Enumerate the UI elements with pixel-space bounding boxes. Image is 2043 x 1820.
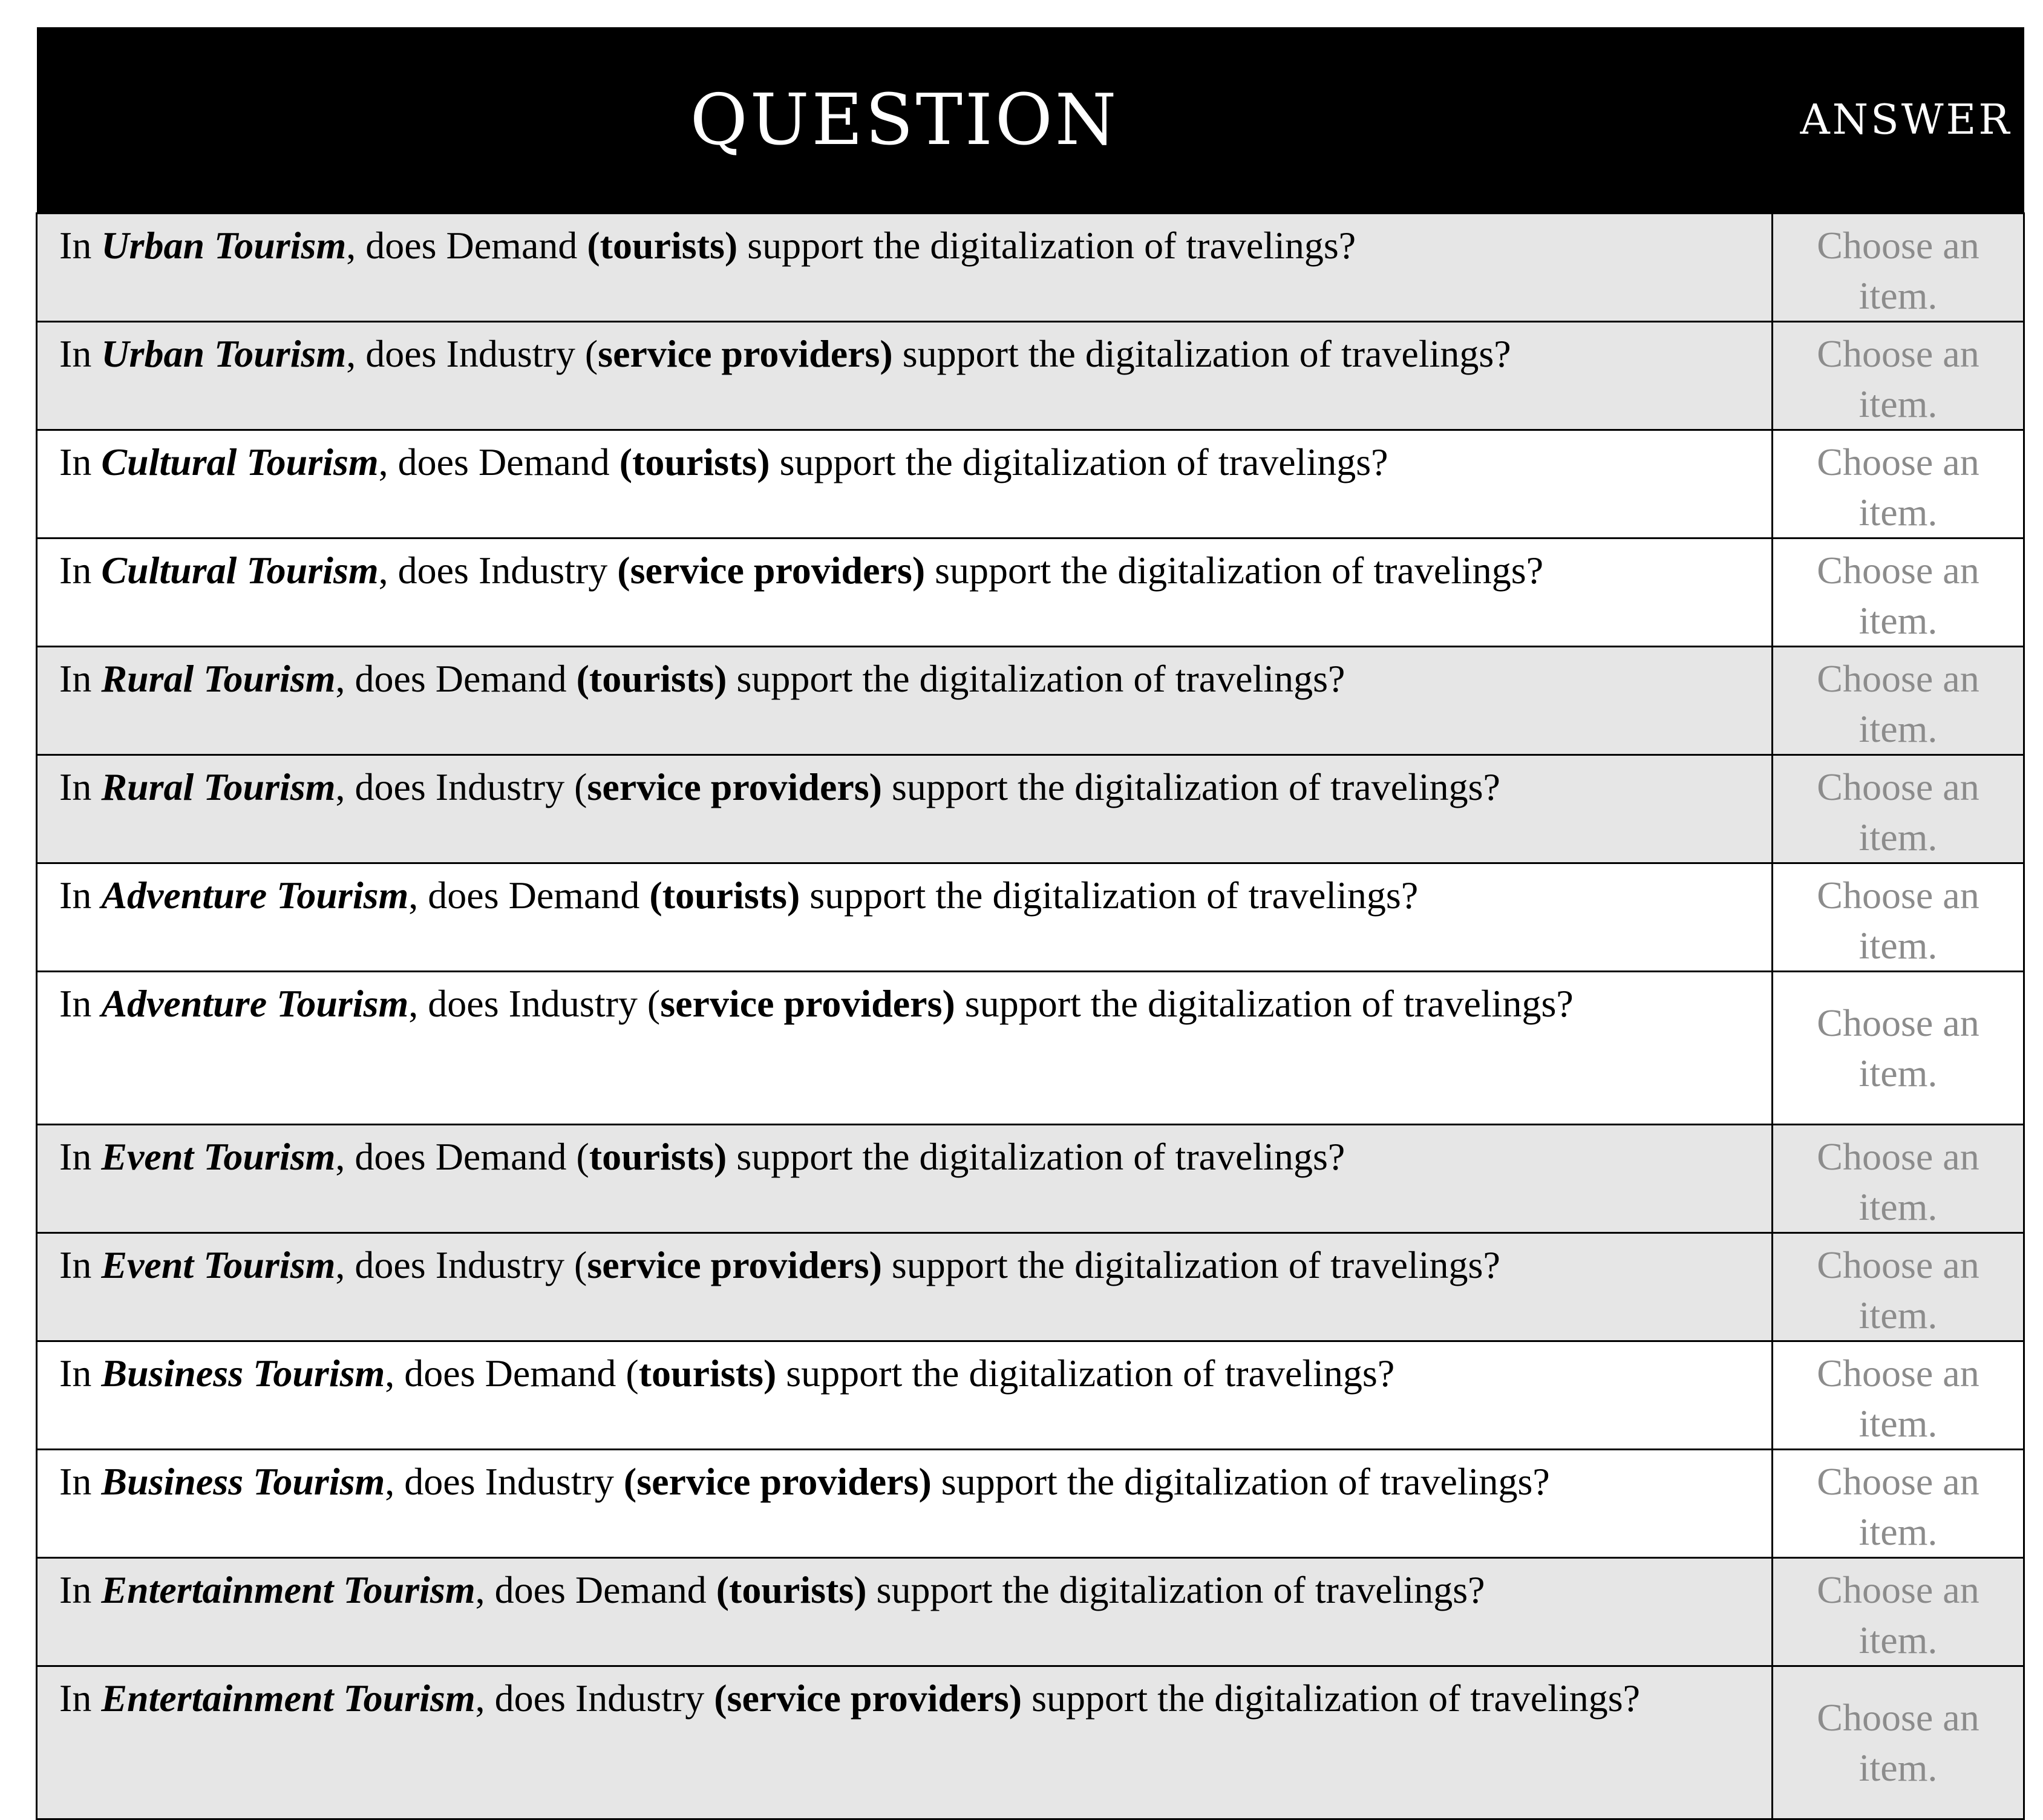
question-cell: In Event Tourism, does Industry (service providers) support the digitalization of travelings? (37, 1233, 1773, 1341)
question-cell: In Business Tourism, does Demand (tourists) support the digitalization of travelings? (37, 1341, 1773, 1450)
tourism-category: Business Tourism (101, 1352, 385, 1395)
table-row (37, 538, 2024, 647)
answer-dropdown[interactable]: Choose an item. (1773, 1558, 2024, 1666)
table-row (37, 214, 2024, 322)
tourism-category: Rural Tourism (101, 657, 336, 700)
answer-dropdown[interactable]: Choose an item. (1773, 863, 2024, 972)
answer-dropdown[interactable]: Choose an item. (1773, 538, 2024, 647)
question-cell: In Business Tourism, does Industry (service providers) support the digitalization of travelings? (37, 1450, 1773, 1558)
answer-dropdown[interactable]: Choose an item. (1773, 1233, 2024, 1341)
tourism-category: Urban Tourism (101, 224, 347, 267)
table-row (37, 1233, 2024, 1341)
tourism-category: Entertainment Tourism (101, 1568, 476, 1611)
question-answer-table (36, 27, 2025, 1820)
stakeholder-label: (service providers) (623, 1460, 932, 1503)
question-cell: In Urban Tourism, does Demand (tourists) support the digitalization of travelings? (37, 214, 1773, 322)
table-row (37, 972, 2024, 1125)
table-row (37, 647, 2024, 755)
answer-dropdown[interactable]: Choose an item. (1773, 430, 2024, 538)
stakeholder-label: (tourists) (716, 1568, 867, 1611)
tourism-category: Adventure Tourism (101, 874, 409, 917)
answer-dropdown[interactable]: Choose an item. (1773, 214, 2024, 322)
tourism-category: Rural Tourism (101, 765, 336, 808)
stakeholder-label: (service providers) (714, 1677, 1022, 1720)
stakeholder-label: (tourists) (576, 657, 727, 700)
stakeholder-label: (tourists) (587, 224, 738, 267)
question-cell: In Event Tourism, does Demand (tourists) support the digitalization of travelings? (37, 1125, 1773, 1233)
tourism-category: Cultural Tourism (101, 440, 379, 483)
tourism-category: Event Tourism (101, 1135, 336, 1178)
table-row (37, 1125, 2024, 1233)
tourism-category: Urban Tourism (101, 332, 347, 375)
stakeholder-label: service providers) (660, 982, 955, 1025)
stakeholder-label: tourists) (589, 1135, 727, 1178)
table-row (37, 1558, 2024, 1666)
answer-dropdown[interactable]: Choose an item. (1773, 1450, 2024, 1558)
question-cell: In Entertainment Tourism, does Demand (tourists) support the digitalization of travelings? (37, 1558, 1773, 1666)
question-cell: In Rural Tourism, does Industry (service providers) support the digitalization of travelings? (37, 755, 1773, 863)
answer-dropdown[interactable]: Choose an item. (1773, 972, 2024, 1125)
answer-dropdown[interactable]: Choose an item. (1773, 1666, 2024, 1819)
table-header-row (37, 27, 2024, 214)
tourism-category: Event Tourism (101, 1243, 336, 1286)
tourism-category: Cultural Tourism (101, 549, 379, 592)
question-cell: In Rural Tourism, does Demand (tourists) support the digitalization of travelings? (37, 647, 1773, 755)
table-row (37, 322, 2024, 430)
question-cell: In Entertainment Tourism, does Industry (service providers) support the digitalization of travelings? (37, 1666, 1773, 1819)
stakeholder-label: tourists) (638, 1352, 777, 1395)
question-cell: In Urban Tourism, does Industry (service providers) support the digitalization of travelings? (37, 322, 1773, 430)
table-row (37, 755, 2024, 863)
question-cell: In Cultural Tourism, does Demand (tourists) support the digitalization of travelings? (37, 430, 1773, 538)
tourism-category: Adventure Tourism (101, 982, 409, 1025)
answer-dropdown[interactable]: Choose an item. (1773, 322, 2024, 430)
tourism-category: Entertainment Tourism (101, 1677, 476, 1720)
answer-column-header: ANSWER (1773, 27, 2024, 214)
stakeholder-label: service providers) (598, 332, 893, 375)
question-cell: In Adventure Tourism, does Industry (service providers) support the digitalization of travelings? (37, 972, 1773, 1125)
table-row (37, 1666, 2024, 1819)
stakeholder-label: service providers) (587, 765, 882, 808)
question-column-header: QUESTION (37, 27, 1773, 214)
answer-dropdown[interactable]: Choose an item. (1773, 1341, 2024, 1450)
answer-dropdown[interactable]: Choose an item. (1773, 1125, 2024, 1233)
stakeholder-label: (tourists) (649, 874, 800, 917)
table-row (37, 1450, 2024, 1558)
question-cell: In Adventure Tourism, does Demand (tourists) support the digitalization of travelings? (37, 863, 1773, 972)
table-row (37, 863, 2024, 972)
question-cell: In Cultural Tourism, does Industry (service providers) support the digitalization of travelings? (37, 538, 1773, 647)
answer-dropdown[interactable]: Choose an item. (1773, 755, 2024, 863)
tourism-category: Business Tourism (101, 1460, 385, 1503)
table-row (37, 430, 2024, 538)
stakeholder-label: (service providers) (617, 549, 926, 592)
answer-dropdown[interactable]: Choose an item. (1773, 647, 2024, 755)
stakeholder-label: service providers) (587, 1243, 882, 1286)
stakeholder-label: (tourists) (619, 440, 770, 483)
table-row (37, 1341, 2024, 1450)
